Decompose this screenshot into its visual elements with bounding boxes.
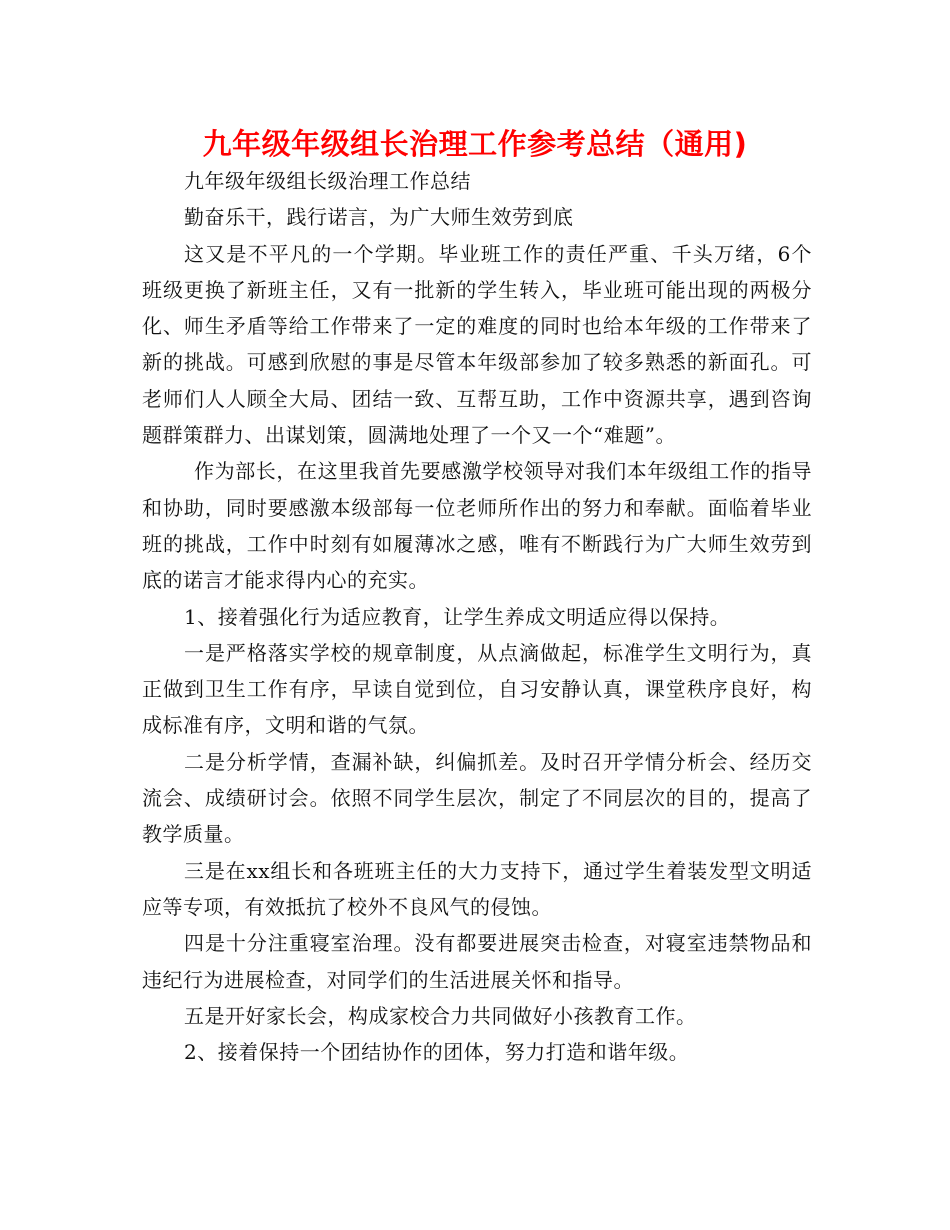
paragraph: 1、接着强化行为适应教育，让学生养成文明适应得以保持。 — [184, 604, 731, 629]
paragraph: 这又是不平凡的一个学期。毕业班工作的责任严重、千头万绪，6个班级更换了新班主任，又有一批新的学生转入，毕业班可能出现的两极分化、师生矛盾等给工作带来了一定的难度的同时也给本年级的工作带来了新的挑战。可感到欣慰的事是尽管本年级部参加了较多熟悉的新面孔。可老师们人人顾全大局、团结一致、互帮互助，工作中资源共享，遇到咨询题群策群力、出谋划策，圆满地处理了一个又一个“难题”。 — [142, 241, 812, 448]
document-title: 九年级年级组长治理工作参考总结（通用) — [202, 127, 748, 161]
paragraph: 四是十分注重寝室治理。没有都要进展突击检查，对寝室违禁物品和违纪行为进展检查，对同学们的生活进展关怀和指导。 — [142, 931, 812, 992]
document-body — [142, 163, 812, 1070]
paragraph: 一是严格落实学校的规章制度，从点滴做起，标准学生文明行为，真正做到卫生工作有序，早读自觉到位，自习安静认真，课堂秩序良好，构成标准有序，文明和谐的气氛。 — [142, 640, 812, 738]
paragraph: 三是在xx组长和各班班主任的大力支持下，通过学生着装发型文明适应等专项，有效抵抗了校外不良风气的侵蚀。 — [142, 858, 812, 919]
paragraph: 五是开好家长会，构成家校合力共同做好小孩教育工作。 — [184, 1003, 697, 1028]
paragraph: 作为部长，在这里我首先要感激学校领导对我们本年级组工作的指导和协助，同时要感激本级部每一位老师所作出的努力和奉献。面临着毕业班的挑战，工作中时刻有如履薄冰之感，唯有不断践行为广大师生效劳到底的诺言才能求得内心的充实。 — [142, 459, 812, 593]
paragraph: 二是分析学情，查漏补缺，纠偏抓差。及时召开学情分析会、经历交流会、成绩研讨会。依照不同学生层次，制定了不同层次的目的，提高了教学质量。 — [142, 749, 812, 847]
paragraph: 2、接着保持一个团结协作的团体，努力打造和谐年级。 — [184, 1040, 690, 1065]
paragraph: 九年级年级组长级治理工作总结 — [184, 169, 471, 193]
paragraph: 勤奋乐干，践行诺言，为广大师生效劳到底 — [184, 205, 574, 230]
